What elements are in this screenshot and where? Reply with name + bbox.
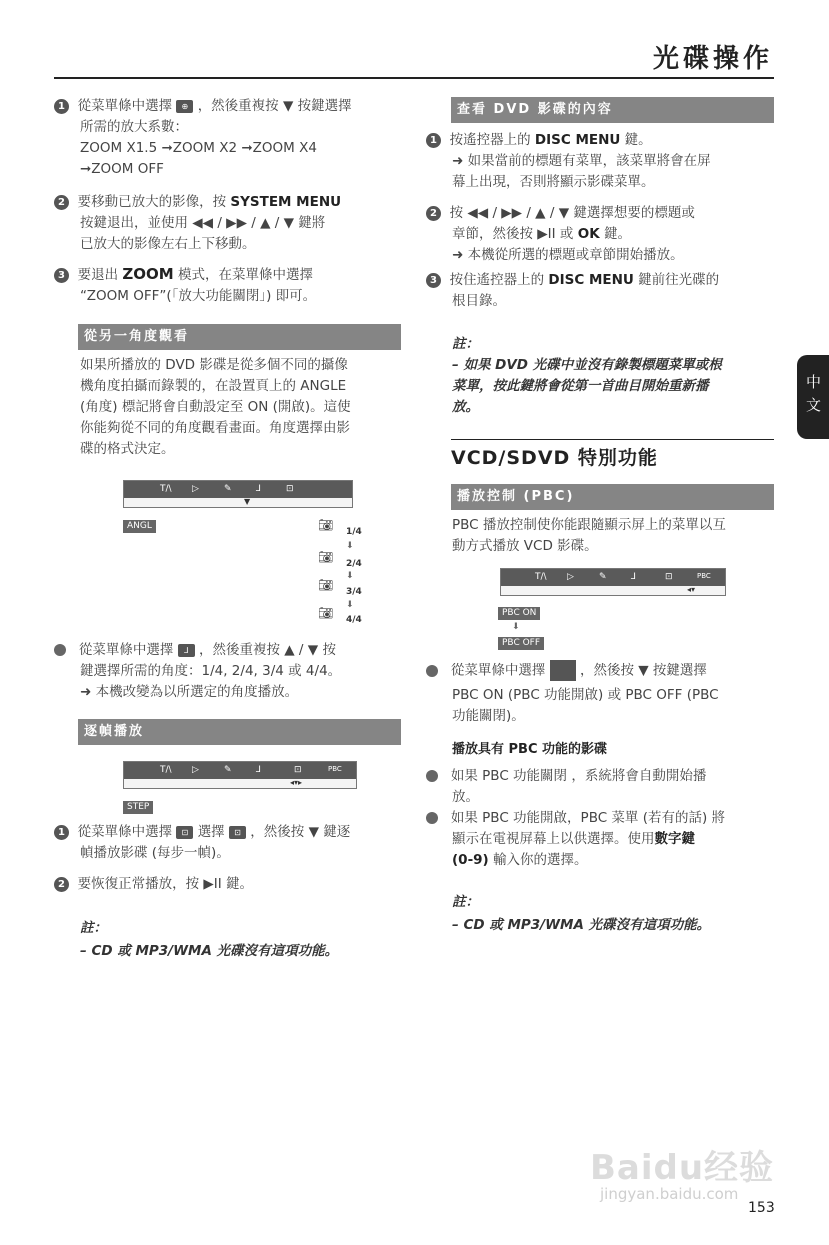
pbc-osd-menu-bar: T/\ ▷ ✎ ⅃ ⊡ PBC ◂▾: [500, 568, 726, 596]
page-title: 光碟操作: [652, 44, 773, 74]
pbc-icon: [550, 660, 576, 681]
page-number: 153: [748, 1200, 775, 1216]
pbc-bullet-off: 如果 PBC 功能關閉 ，系統將會自動開始播 放。: [426, 766, 776, 808]
pbc-bullet-on: 如果 PBC 功能開啟，PBC 菜單 (若有的話) 將 顯示在電視屏幕上以供選擇。使用數字鍵 (0-9) 輸入你的選擇。: [426, 808, 776, 871]
pbc-off-option: PBC OFF: [498, 637, 544, 650]
angle-bullet: 從菜單條中選擇 ⅃ ，然後重複按 ▲ / ▼ 按 鍵選擇所需的角度：1/4, 2/4, 3/4 或 4/4。 ➜ 本機改變為以所選定的角度播放。: [54, 640, 404, 703]
camera-icon: 📷︎: [318, 550, 334, 564]
pbc-on-option: PBC ON: [498, 607, 540, 620]
header-rule: [54, 77, 774, 79]
zoom-step-1: 1 從菜單條中選擇 ⊕ ，然後重複按 ▼ 按鍵選擇 所需的放大系數： ZOOM X1.5 ➞ZOOM X2 ➞ZOOM X4 ➞ZOOM OFF: [54, 96, 404, 180]
angle-icon: ⅃: [178, 644, 195, 657]
pbc-sub-heading: 播放具有 PBC 功能的影碟: [452, 742, 608, 757]
language-tab: 中文: [797, 355, 829, 439]
camera-icon: 📷︎: [318, 518, 334, 532]
camera-icon: 📷︎: [318, 578, 334, 592]
step-instruction-1: 1 從菜單條中選擇 ⊡ 選擇 ⊡ ，然後按 ▼ 鍵逐 幀播放影碟 (每步一幀)。: [54, 822, 404, 864]
vcd-note: 註： – CD 或 MP3/WMA 光碟沒有這項功能。: [452, 894, 711, 933]
zoom-step-2: 2 要移動已放大的影像，按 SYSTEM MENU 按鍵退出，並使用 ◀◀ / ▶▶ / ▲ / ▼ 鍵將 已放大的影像左右上下移動。: [54, 192, 404, 255]
vcd-heading: VCD/SDVD 特別功能: [451, 447, 658, 469]
section-heading-pbc: 播放控制 (PBC): [451, 484, 774, 510]
pbc-bullet-select: 從菜單條中選擇 ，然後按 ▼ 按鍵選擇 PBC ON (PBC 功能開啟) 或 PBC OFF (PBC 功能關閉)。: [426, 660, 776, 727]
step-number: 1: [54, 99, 69, 114]
pbc-paragraph: PBC 播放控制使你能跟隨顯示屏上的菜單以互 動方式播放 VCD 影碟。: [452, 517, 726, 554]
section-heading-step: 逐幀播放: [78, 719, 401, 745]
camera-icon: 📷︎: [318, 606, 334, 620]
zoom-step-3: 3 要退出 ZOOM 模式，在菜單條中選擇 “ZOOM OFF”(「放大功能關閉」) 即可。: [54, 264, 404, 307]
angle-paragraph: 如果所播放的 DVD 影碟是從多個不同的攝像 機角度拍攝而錄製的，在設置頁上的 ANGLE (角度) 標記將會自動設定至 ON (開啟)。這使 你能夠從不同的角度觀看畫面。角度選擇由影 碟的格式決定。: [80, 357, 351, 457]
disc-menu-step-3: 3 按住遙控器上的 DISC MENU 鍵前往光碟的 根目錄。: [426, 270, 776, 312]
disc-menu-note: 註： – 如果 DVD 光碟中並沒有錄製標題菜單或根 菜單，按此鍵將會從第一首曲目開始重新播 放。: [452, 336, 722, 415]
step-icon: ⊡: [176, 826, 193, 839]
angle-osd-label: ANGL: [123, 520, 156, 533]
step-note: 註： – CD 或 MP3/WMA 光碟沒有這項功能。: [80, 920, 339, 959]
disc-menu-step-1: 1 按遙控器上的 DISC MENU 鍵。 ➜ 如果當前的標題有菜單，該菜單將會在屏 幕上出現，否則將顯示影碟菜單。: [426, 130, 776, 193]
zoom-icon: ⊕: [176, 100, 193, 113]
angle-osd-menu-bar: T/\ ▷ ✎ ⅃ ⊡ ▼: [123, 480, 353, 508]
section-divider: [451, 439, 774, 440]
disc-menu-step-2: 2 按 ◀◀ / ▶▶ / ▲ / ▼ 鍵選擇想要的標題或 章節，然後按 ▶II 或 OK 鍵。 ➜ 本機從所選的標題或章節開始播放。: [426, 203, 776, 266]
step-osd-menu-bar: T/\ ▷ ✎ ⅃ ⊡ PBC ◂▾▸: [123, 761, 357, 789]
step-instruction-2: 2 要恢復正常播放，按 ▶II 鍵。: [54, 874, 404, 895]
step-icon: ⊡: [229, 826, 246, 839]
section-heading-angle: 從另一角度觀看: [78, 324, 401, 350]
section-heading-disc-menu: 查看 DVD 影碟的內容: [451, 97, 774, 123]
step-osd-label: STEP: [123, 801, 153, 814]
watermark-url: jingyan.baidu.com: [600, 1185, 739, 1203]
watermark-brand: Baidu经验: [590, 1148, 775, 1188]
